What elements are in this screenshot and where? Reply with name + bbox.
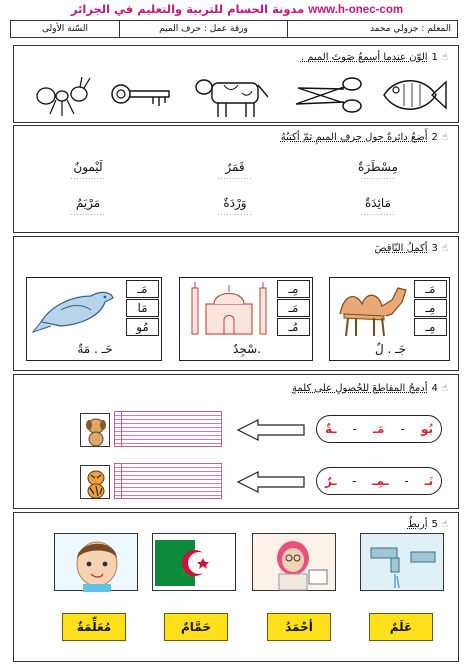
hand-icon: ☝ — [441, 132, 448, 143]
word-warda[interactable]: وَرْدَةٌ ............ — [217, 196, 253, 217]
grade-cell: السّنة الأولى — [42, 24, 88, 34]
cow-icon[interactable] — [194, 71, 272, 121]
exercise-3 — [13, 236, 459, 371]
exercise-4-number: 4 — [431, 383, 438, 394]
label-muallima[interactable]: مُعَلِّمَةٌ — [62, 613, 126, 641]
mosque-answer[interactable]: .سْجِدٌ — [233, 342, 261, 356]
exercise-2-title — [281, 132, 448, 143]
pigeon-answer[interactable]: حَـ . مَةٌ — [77, 342, 113, 356]
hand-icon: ☝ — [441, 383, 448, 394]
boy-picture[interactable] — [54, 533, 138, 591]
label-hammam[interactable]: حَمَّامٌ — [164, 613, 228, 641]
pigeon-cell-1[interactable]: مَـ — [126, 280, 159, 298]
exercise-3-number: 3 — [431, 243, 438, 254]
pigeon-group — [26, 277, 162, 361]
faucet-icon — [361, 534, 445, 592]
dog-picture — [80, 413, 110, 447]
mosque-cell-2[interactable]: مَـ — [277, 299, 310, 317]
mosque-cell-3[interactable]: مُـ — [277, 318, 310, 336]
exercise-2-number: 2 — [431, 132, 438, 143]
dog-icon — [81, 414, 111, 448]
exercise-4 — [13, 374, 459, 509]
syllable-2-1[interactable]: نَـ — [424, 474, 434, 488]
flag-picture[interactable] — [152, 533, 236, 591]
algeria-flag-icon — [153, 534, 237, 592]
camel-cell-1[interactable]: مَـ — [414, 280, 447, 298]
exercise-1-number: 1 — [431, 52, 438, 63]
exercise-3-text: أكمِلُ النّاقِصَ — [374, 243, 428, 254]
site-blog-name: مدونة الحسام للتربية والتعليم في الجزائر — [70, 2, 305, 16]
tiger-icon — [81, 466, 111, 500]
camel-icon — [334, 280, 410, 338]
exercise-5-number: 5 — [431, 519, 438, 530]
hand-icon: ☝ — [441, 52, 448, 63]
hand-icon: ☝ — [441, 243, 448, 254]
word-maida[interactable]: مَائِدَةٌ ............ — [360, 196, 396, 217]
syllable-2-3[interactable]: ـرٌ — [324, 474, 337, 488]
arrow-left-icon — [236, 419, 306, 441]
label-alam[interactable]: عَلَمٌ — [369, 613, 433, 641]
exercise-4-title — [292, 383, 448, 394]
mosque-icon — [186, 280, 272, 338]
exercise-2 — [13, 125, 459, 233]
mosque-cell-1[interactable]: مِـ — [277, 280, 310, 298]
answer-lines-row-2[interactable] — [114, 463, 222, 499]
label-ahmad[interactable]: أحْمَدُ — [267, 613, 331, 641]
faucet-picture[interactable] — [360, 533, 444, 591]
site-banner — [0, 2, 474, 16]
camel-group — [329, 277, 450, 361]
word-qamar[interactable]: قَمَرٌ ............ — [217, 160, 253, 181]
site-url: www.h-onec-com — [308, 4, 404, 16]
exercise-5-text: أربطُ — [407, 519, 428, 530]
exercise-5 — [13, 512, 459, 662]
syllable-2-2[interactable]: ـمِـ — [372, 474, 389, 488]
pigeon-icon — [31, 282, 121, 336]
syllables-row-1[interactable]: بُو - مَـ - ـةٌ — [316, 415, 442, 443]
key-icon[interactable] — [109, 78, 179, 114]
word-mistara[interactable]: مِسْطَرَةٌ ............ — [358, 160, 398, 181]
camel-cell-3[interactable]: مِـ — [414, 318, 447, 336]
pigeon-cell-2[interactable]: مَا — [126, 299, 159, 317]
ant-icon[interactable] — [34, 74, 94, 118]
header-table — [10, 20, 458, 38]
hand-icon: ☝ — [441, 519, 448, 530]
teacher-cell: المعلم : جزولي محمد — [287, 21, 457, 37]
sheet-title-cell: ورقة عمل : حرف الميم — [119, 21, 287, 37]
tiger-picture — [80, 465, 110, 499]
exercise-1 — [13, 45, 459, 123]
word-laymoun[interactable]: لَيْمونٌ ............ — [70, 160, 106, 181]
syllable-1-3[interactable]: ـةٌ — [325, 422, 337, 436]
exercise-5-title — [408, 519, 448, 530]
word-maryam[interactable]: مَرْيَمُ ............ — [70, 196, 106, 217]
camel-answer[interactable]: جَـ . لٌ — [374, 342, 407, 356]
exercise-1-text: الوّن عندما أسمعُ صَوتَ الميم . — [300, 52, 428, 63]
exercise-2-text: أَضعُ دائرةً حول حرفِ الميمِ ثمّ أكتبُهُ — [280, 132, 428, 143]
camel-cell-2[interactable]: مِـ — [414, 299, 447, 317]
fish-icon[interactable] — [376, 72, 448, 118]
arrow-left-icon — [236, 471, 306, 493]
exercise-3-title — [375, 243, 448, 254]
syllable-1-2[interactable]: مَـ — [372, 422, 385, 436]
mosque-group — [179, 277, 313, 361]
pigeon-cell-3[interactable]: مُو — [126, 318, 159, 336]
syllables-row-2[interactable]: نَـ - ـمِـ - ـرٌ — [316, 467, 442, 495]
answer-lines-row-1[interactable] — [114, 411, 222, 447]
exercise-4-text: أدمِجُ المقاطعَ للحُصولِ على كلمةٍ — [292, 383, 428, 394]
exercise-1-title — [301, 52, 448, 63]
teacher-picture[interactable] — [252, 533, 336, 591]
scissors-icon[interactable] — [292, 74, 364, 118]
syllable-1-1[interactable]: بُو — [420, 422, 433, 436]
boy-icon — [55, 534, 139, 592]
woman-teacher-icon — [253, 534, 337, 592]
